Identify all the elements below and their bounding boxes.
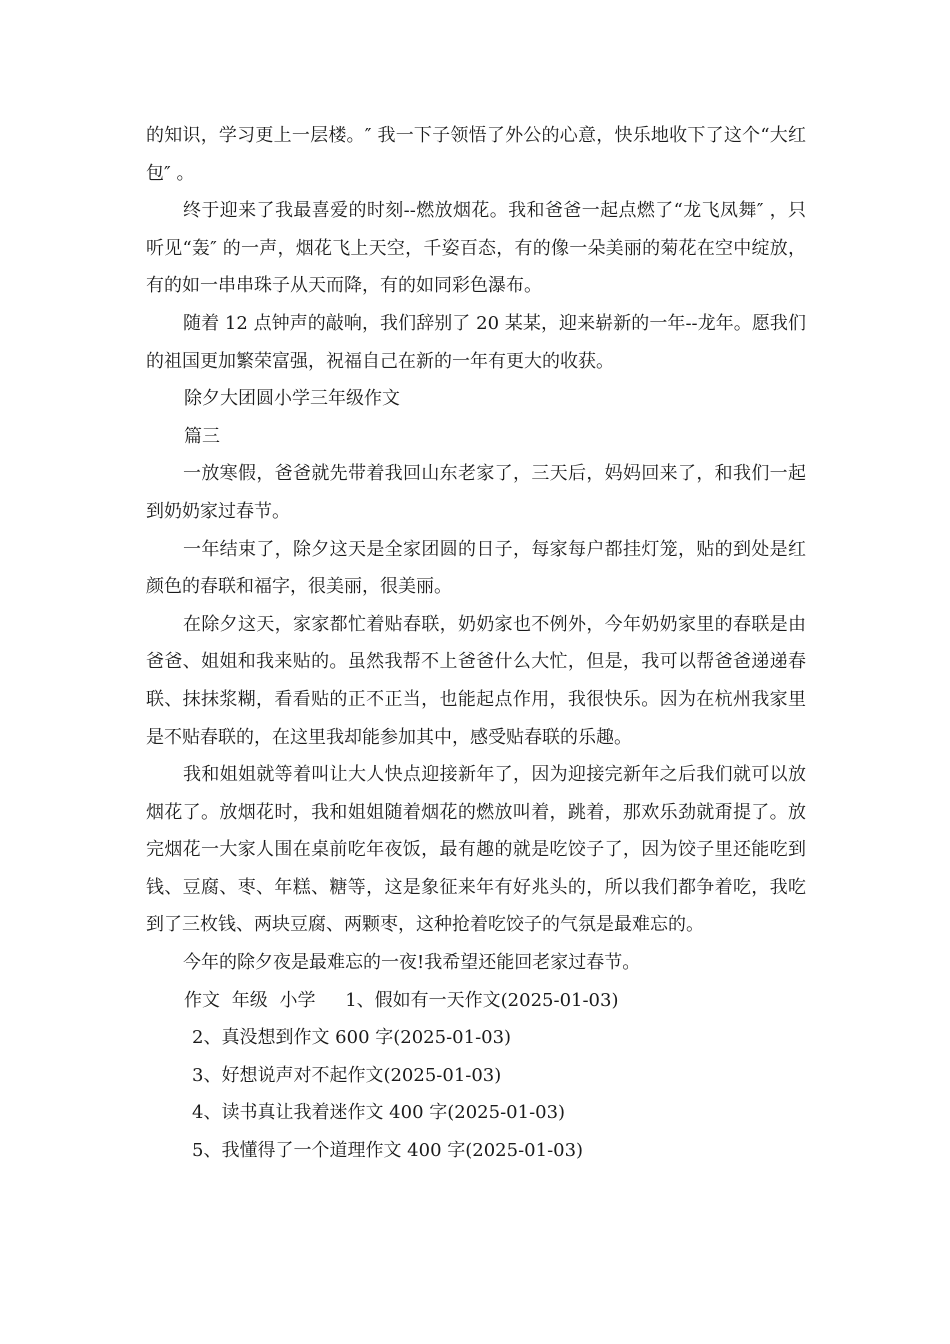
- document-page: [146, 117, 806, 1170]
- paragraph-continuation: 的知识，学习更上一层楼。″ 我一下子领悟了外公的心意，快乐地收下了这个“大红包″ 。: [146, 125, 806, 184]
- related-article-link-2[interactable]: 2、真没想到作文 600 字(2025-01-03): [192, 1027, 512, 1049]
- related-article-item: [146, 1094, 806, 1132]
- paragraph-ending: 今年的除夕夜是最难忘的一夜!我希望还能回老家过春节。: [183, 952, 641, 974]
- paragraph-fireworks-dumplings: 我和姐姐就等着叫让大人快点迎接新年了，因为迎接完新年之后我们就可以放烟花了。放烟花时，我和姐姐随着烟花的燃放叫着，跳着，那欢乐劲就甭提了。放完烟花一大家人围在桌前吃年夜饭，最有趣的就是吃饺子了，因为饺子里还能吃到钱、豆腐、枣、年糕、糖等，这是象征来年有好兆头的，所以我们都争着吃，我吃到了三枚钱、两块豆腐、两颗枣，这种抢着吃饺子的气氛是最难忘的。: [146, 764, 806, 936]
- section-subtitle: 篇三: [184, 425, 220, 447]
- related-article-item: [146, 1019, 806, 1057]
- tag-link-essay[interactable]: 作文: [184, 989, 220, 1011]
- related-article-link-4[interactable]: 4、读书真让我着迷作文 400 字(2025-01-03): [192, 1102, 566, 1124]
- tag-link-grade[interactable]: 年级: [231, 989, 268, 1011]
- related-article-link-5[interactable]: 5、我懂得了一个道理作文 400 字(2025-01-03): [192, 1140, 584, 1162]
- paragraph-winter-break: 一放寒假，爸爸就先带着我回山东老家了，三天后，妈妈回来了，和我们一起到奶奶家过春节。: [146, 463, 806, 522]
- paragraph-new-year: 随着 12 点钟声的敲响，我们辞别了 20 某某，迎来崭新的一年--龙年。愿我们的祖国更加繁荣富强，祝福自己在新的一年有更大的收获。: [146, 312, 806, 372]
- tags-and-related-first: [146, 982, 806, 1020]
- related-article-item: [146, 1057, 806, 1095]
- tag-link-primary-school[interactable]: 小学: [279, 989, 316, 1011]
- related-article-link-3[interactable]: 3、好想说声对不起作文(2025-01-03): [192, 1064, 502, 1086]
- related-article-link-1[interactable]: 1、假如有一天作文(2025-01-03): [345, 989, 619, 1011]
- paragraph-fireworks: 终于迎来了我最喜爱的时刻--燃放烟花。我和爸爸一起点燃了“龙飞凤舞″ ，只听见“轰″ 的一声，烟花飞上天空，千姿百态，有的像一朵美丽的菊花在空中绽放，有的如一串串珠子从天而降，有的如同彩色瀑布。: [146, 200, 806, 297]
- section-title: 除夕大团圆小学三年级作文: [184, 388, 400, 410]
- related-article-item: [146, 1132, 806, 1170]
- paragraph-couplets: 在除夕这天，家家都忙着贴春联，奶奶家也不例外，今年奶奶家里的春联是由爸爸、姐姐和我来贴的。虽然我帮不上爸爸什么大忙，但是，我可以帮爸爸递递春联、抹抹浆糊，看看贴的正不正当，也能起点作用，我很快乐。因为在杭州我家里是不贴春联的，在这里我却能参加其中，感受贴春联的乐趣。: [146, 613, 806, 748]
- paragraph-year-end: 一年结束了，除夕这天是全家团圆的日子，每家每户都挂灯笼，贴的到处是红颜色的春联和福字，很美丽，很美丽。: [146, 538, 806, 598]
